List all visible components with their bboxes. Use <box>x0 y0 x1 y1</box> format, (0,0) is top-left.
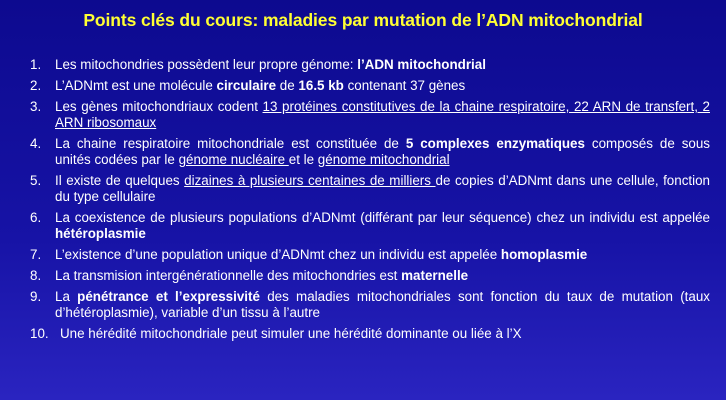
underlined-phrase: génome mitochondrial <box>317 152 450 167</box>
key-point-text: La chaine respiratoire mitochondriale est constituée de <box>55 136 406 151</box>
key-point-number: 8. <box>30 268 42 283</box>
key-point-item <box>30 247 710 263</box>
key-point-text: composés de sous unités codées par le <box>55 136 710 167</box>
key-term: maternelle <box>401 268 469 283</box>
key-point-item <box>30 289 710 321</box>
key-point-number: 10. <box>30 326 49 341</box>
underlined-phrase: dizaines à plusieurs centaines de milliers <box>184 173 436 188</box>
key-point-text: Il existe de quelques <box>55 173 185 188</box>
key-term: circulaire <box>216 78 277 93</box>
key-term: 5 complexes enzymatiques <box>405 136 585 151</box>
key-point-number: 9. <box>30 289 42 304</box>
key-point-number: 7. <box>30 247 42 262</box>
key-point-text: Une hérédité mitochondriale peut simuler une hérédité dominante ou liée à l’X <box>60 326 522 341</box>
key-point-text: L’ADNmt est une molécule <box>55 78 217 93</box>
key-point-text: de <box>276 78 299 93</box>
key-point-text: et le <box>288 152 318 167</box>
key-point-number: 4. <box>30 136 42 151</box>
key-point-text: La transmision intergénérationnelle des mitochondries est <box>55 268 402 283</box>
key-point-text: de copies d’ADNmt dans une cellule, fonction du type cellulaire <box>55 173 710 204</box>
key-point-text: Les mitochondries possèdent leur propre génome: <box>55 57 358 72</box>
key-point-number: 6. <box>30 210 42 225</box>
key-points-list <box>30 57 710 347</box>
key-point-text: des maladies mitochondriales sont fonction du taux de mutation (taux d’hétéroplasmie), variable d’un tissu à l’autre <box>55 289 710 320</box>
key-point-number: 2. <box>30 78 42 93</box>
key-point-item <box>30 210 710 242</box>
key-point-number: 3. <box>30 99 42 114</box>
key-point-item <box>30 78 710 94</box>
key-point-text: L’existence d’une population unique d’ADNmt chez un individu est appelée <box>55 247 501 262</box>
key-point-text: contenant 37 gènes <box>343 78 466 93</box>
slide-title: Points clés du cours: maladies par mutation de l’ADN mitochondrial <box>83 10 643 30</box>
key-point-item <box>30 57 710 73</box>
key-point-item <box>30 326 710 342</box>
key-term: pénétrance et l’expressivité <box>77 289 260 304</box>
underlined-phrase: génome nucléaire <box>178 152 289 167</box>
key-term: l’ADN mitochondrial <box>357 57 486 72</box>
key-point-item <box>30 136 710 168</box>
key-point-number: 5. <box>30 173 42 188</box>
key-point-item <box>30 268 710 284</box>
underlined-phrase: 13 protéines constitutives de la chaine respiratoire, 22 ARN de transfert, 2 ARN ribosomaux <box>55 99 710 130</box>
key-point-text: Les gènes mitochondriaux codent <box>55 99 263 114</box>
key-point-item <box>30 99 710 131</box>
key-point-item <box>30 173 710 205</box>
key-term: homoplasmie <box>500 247 588 262</box>
key-point-number: 1. <box>30 57 42 72</box>
key-point-text: La coexistence de plusieurs populations d’ADNmt (différant par leur séquence) chez un individu est appelée <box>55 210 710 225</box>
key-point-text: La <box>55 289 78 304</box>
key-term: 16.5 kb <box>298 78 344 93</box>
key-term: hétéroplasmie <box>55 226 146 241</box>
